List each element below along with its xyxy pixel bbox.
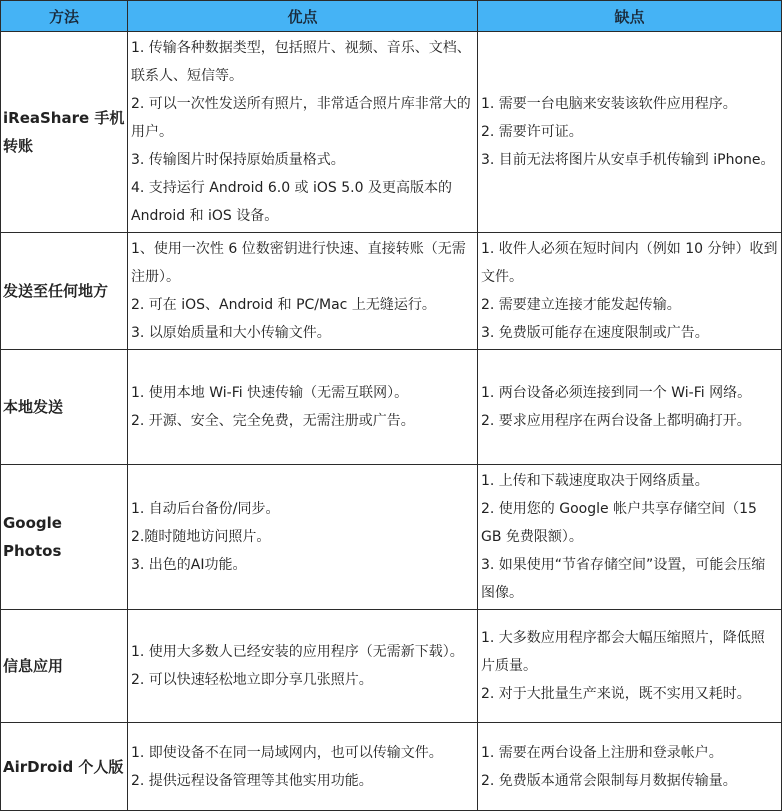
pros-item: 3. 传输图片时保持原始质量格式。	[131, 152, 345, 168]
pros-item: 3. 以原始质量和大小传输文件。	[131, 325, 331, 341]
cons-cell	[478, 465, 782, 610]
pros-cell	[128, 465, 478, 610]
pros-item: 3. 出色的AI功能。	[131, 557, 247, 573]
pros-cell	[128, 610, 478, 723]
pros-item: 2. 开源、安全、完全免费，无需注册或广告。	[131, 413, 415, 429]
pros-item: 1. 自动后台备份/同步。	[131, 501, 280, 517]
cons-item: 2. 免费版本通常会限制每月数据传输量。	[481, 772, 737, 789]
header-cons: 缺点	[478, 1, 782, 32]
cons-item: 2. 需要许可证。	[481, 124, 583, 140]
cons-item: 3. 免费版可能存在速度限制或广告。	[481, 325, 709, 341]
pros-cell	[128, 32, 478, 233]
cons-item: 1. 两台设备必须连接到同一个 Wi-Fi 网络。	[481, 385, 752, 401]
cons-item: 2. 需要建立连接才能发起传输。	[481, 297, 681, 313]
pros-item: 1. 使用本地 Wi-Fi 快速传输（无需互联网）。	[131, 385, 409, 401]
pros-item: 2. 可以一次性发送所有照片，非常适合照片库非常大的用户。	[131, 96, 471, 140]
pros-item: 1. 使用大多数人已经安装的应用程序（无需新下载）。	[131, 644, 464, 660]
method-cell: iReaShare 手机转账	[1, 32, 128, 233]
cons-cell	[478, 350, 782, 465]
cons-item: 3. 目前无法将图片从安卓手机传输到 iPhone。	[481, 152, 775, 168]
table-row	[1, 723, 782, 811]
header-row	[1, 1, 782, 32]
table-row	[1, 233, 782, 350]
cons-item: 1. 需要在两台设备上注册和登录帐户。	[481, 744, 723, 761]
pros-item: 2. 可在 iOS、Android 和 PC/Mac 上无缝运行。	[131, 297, 436, 313]
pros-item: 2. 提供远程设备管理等其他实用功能。	[131, 772, 373, 789]
method-cell: 本地发送	[1, 350, 128, 465]
cons-item: 2. 要求应用程序在两台设备上都明确打开。	[481, 413, 751, 429]
cons-cell	[478, 723, 782, 811]
cons-item: 1. 大多数应用程序都会大幅压缩照片，降低照片质量。	[481, 630, 765, 674]
cons-item: 1. 上传和下载速度取决于网络质量。	[481, 473, 709, 489]
pros-item: 2. 可以快速轻松地立即分享几张照片。	[131, 672, 373, 688]
pros-item: 2.随时随地访问照片。	[131, 529, 271, 545]
cons-item: 2. 对于大批量生产来说，既不实用又耗时。	[481, 686, 751, 702]
table-row	[1, 610, 782, 723]
pros-item: 1. 传输各种数据类型，包括照片、视频、音乐、文档、联系人、短信等。	[131, 40, 471, 84]
table-row	[1, 32, 782, 233]
pros-item: 1. 即使设备不在同一局域网内，也可以传输文件。	[131, 744, 443, 761]
cons-item: 1. 收件人必须在短时间内（例如 10 分钟）收到文件。	[481, 241, 778, 285]
cons-item: 2. 使用您的 Google 帐户共享存储空间（15 GB 免费限额）。	[481, 501, 757, 545]
method-cell: Google Photos	[1, 465, 128, 610]
header-method: 方法	[1, 1, 128, 32]
pros-cell	[128, 233, 478, 350]
cons-item: 1. 需要一台电脑来安装该软件应用程序。	[481, 96, 737, 112]
method-cell: 发送至任何地方	[1, 233, 128, 350]
pros-item: 4. 支持运行 Android 6.0 或 iOS 5.0 及更高版本的 Android 和 iOS 设备。	[131, 180, 452, 224]
pros-item: 1、使用一次性 6 位数密钥进行快速、直接转账（无需注册）。	[131, 241, 466, 285]
cons-cell	[478, 610, 782, 723]
cons-cell	[478, 233, 782, 350]
header-pros: 优点	[128, 1, 478, 32]
pros-cell	[128, 723, 478, 811]
method-cell: 信息应用	[1, 610, 128, 723]
pros-cell	[128, 350, 478, 465]
cons-cell	[478, 32, 782, 233]
table-row	[1, 465, 782, 610]
table-row	[1, 350, 782, 465]
cons-item: 3. 如果使用“节省存储空间”设置，可能会压缩图像。	[481, 557, 766, 601]
method-cell: AirDroid 个人版	[1, 723, 128, 811]
